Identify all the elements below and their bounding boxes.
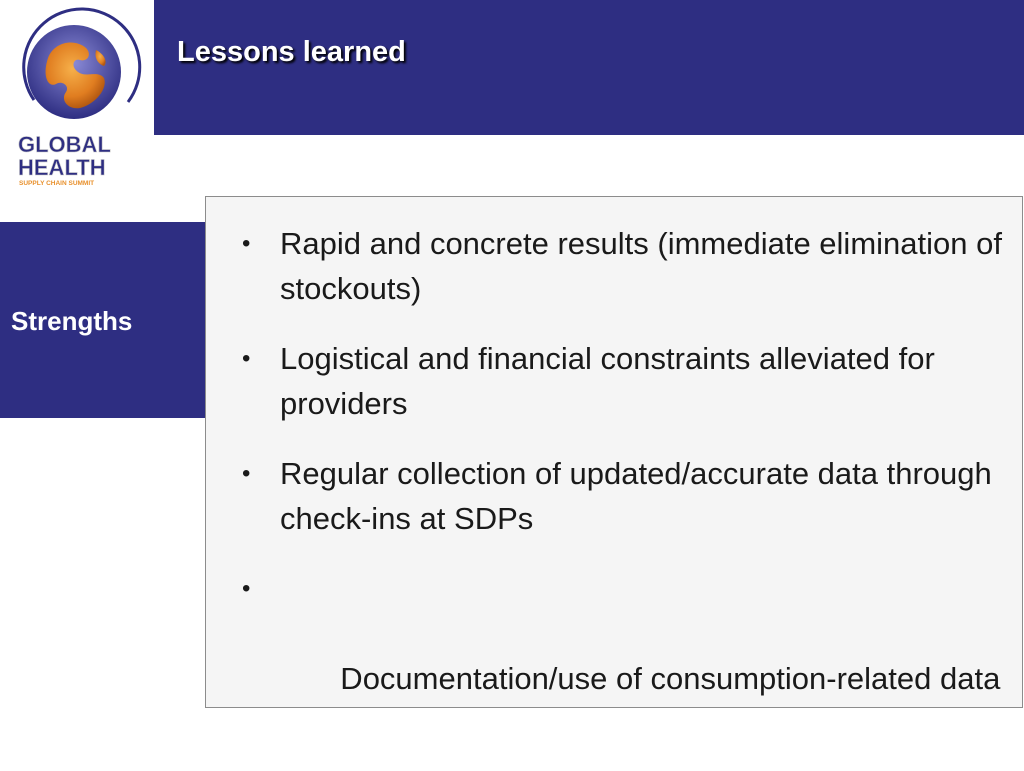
logo-line-health: HEALTH bbox=[18, 155, 106, 180]
bullet-item bbox=[242, 221, 1002, 311]
global-health-logo bbox=[0, 0, 154, 195]
bullet-text: Rapid and concrete results (immediate elimination of stockouts) bbox=[280, 226, 1002, 306]
logo-line-global: GLOBAL bbox=[18, 132, 111, 157]
bullet-text: Documentation/use of consumption-related data bbox=[331, 661, 1001, 696]
bullet-list bbox=[242, 221, 1002, 771]
bullet-text: Regular collection of updated/accurate data through check-ins at SDPs bbox=[280, 456, 992, 536]
bullet-text: Logistical and financial constraints alleviated for providers bbox=[280, 341, 935, 421]
bullet-item bbox=[242, 566, 1002, 746]
bullet-icon: • bbox=[242, 230, 251, 257]
content-box bbox=[205, 196, 1023, 708]
bullet-item bbox=[242, 336, 1002, 426]
bullet-icon: • bbox=[242, 345, 251, 372]
bullet-icon: • bbox=[242, 460, 251, 487]
bullet-icon: • bbox=[242, 575, 251, 602]
side-label-strengths: Strengths bbox=[11, 306, 133, 336]
bullet-item bbox=[242, 451, 1002, 541]
logo-line-summit: SUPPLY CHAIN SUMMIT bbox=[19, 180, 95, 187]
slide-title: Lessons learned bbox=[177, 36, 406, 68]
